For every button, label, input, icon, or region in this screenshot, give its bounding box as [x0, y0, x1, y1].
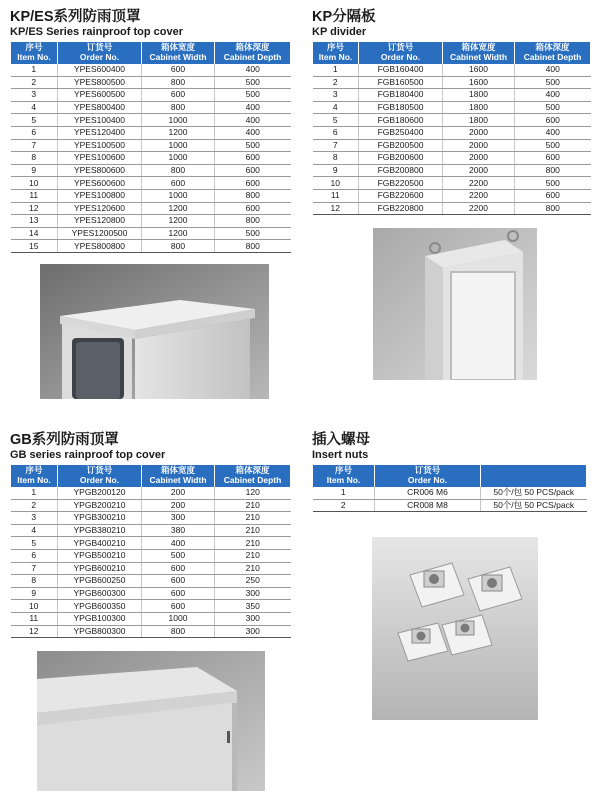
cabinet-width-cell: 800: [142, 164, 215, 177]
table-row: [313, 487, 587, 499]
order-no-cell: YPES1200500: [58, 227, 142, 240]
rainproof-cover-illustration: [40, 264, 269, 399]
order-no-cell: FGB250400: [359, 126, 443, 139]
divider-cabinet-illustration: [373, 228, 537, 380]
table-row: [11, 537, 291, 550]
order-no-cell: CR008 M8: [375, 499, 481, 512]
item-no-cell: 12: [11, 625, 58, 638]
kp-es-table: [10, 42, 291, 253]
cabinet-depth-cell: 210: [215, 524, 291, 537]
item-no-cell: 7: [11, 139, 58, 152]
insert-nuts-title-en: Insert nuts: [312, 449, 369, 461]
cabinet-depth-cell: 300: [215, 612, 291, 625]
insert-nuts-section: [312, 432, 587, 512]
order-no-cell: FGB200800: [359, 164, 443, 177]
header-cabinet-depth: 箱体深度 Cabinet Depth: [215, 42, 291, 64]
order-no-cell: YPES800800: [58, 240, 142, 253]
order-no-cell: FGB180400: [359, 89, 443, 102]
cabinet-width-cell: 600: [142, 64, 215, 76]
item-no-cell: 15: [11, 240, 58, 253]
insert-nuts-title-cn: 插入螺母: [312, 432, 370, 448]
header-order-no: 订货号 Order No.: [375, 465, 481, 487]
table-row: [11, 164, 291, 177]
cabinet-depth-cell: 400: [215, 101, 291, 114]
header-item-no: 序号 Item No.: [313, 465, 375, 487]
table-row: [313, 126, 591, 139]
order-no-cell: YPGB600210: [58, 562, 142, 575]
item-no-cell: 10: [313, 177, 359, 190]
insert-nuts-illustration: [372, 537, 538, 720]
header-cabinet-depth: 箱体深度 Cabinet Depth: [515, 42, 591, 64]
item-no-cell: 8: [313, 152, 359, 165]
cabinet-depth-cell: 600: [215, 164, 291, 177]
cabinet-width-cell: 380: [142, 524, 215, 537]
cabinet-depth-cell: 300: [215, 587, 291, 600]
table-row: [11, 126, 291, 139]
cabinet-depth-cell: 120: [215, 487, 291, 499]
header-cabinet-depth: 箱体深度 Cabinet Depth: [215, 465, 291, 487]
order-no-cell: FGB220500: [359, 177, 443, 190]
cabinet-depth-cell: 210: [215, 499, 291, 512]
order-no-cell: FGB200600: [359, 152, 443, 165]
order-no-cell: YPGB500210: [58, 549, 142, 562]
gb-title-cn: GB系列防雨顶罩: [10, 432, 119, 448]
gb-table: [10, 465, 291, 638]
table-row: [11, 512, 291, 525]
cabinet-depth-cell: 210: [215, 537, 291, 550]
order-no-cell: YPES800400: [58, 101, 142, 114]
cabinet-width-cell: 1600: [443, 64, 515, 76]
item-no-cell: 10: [11, 600, 58, 613]
item-no-cell: 2: [313, 499, 375, 512]
item-no-cell: 2: [313, 76, 359, 89]
item-no-cell: 4: [313, 101, 359, 114]
kp-es-table-header: [11, 42, 291, 64]
cabinet-width-cell: 1000: [142, 114, 215, 127]
order-no-cell: YPES120400: [58, 126, 142, 139]
cabinet-depth-cell: 400: [215, 126, 291, 139]
table-row: [313, 114, 591, 127]
order-no-cell: YPES120800: [58, 215, 142, 228]
order-no-cell: YPES120600: [58, 202, 142, 215]
kp-divider-title-en: KP divider: [312, 26, 367, 38]
cabinet-depth-cell: 600: [215, 177, 291, 190]
cabinet-width-cell: 800: [142, 240, 215, 253]
cabinet-depth-cell: 210: [215, 562, 291, 575]
order-no-cell: YPES100500: [58, 139, 142, 152]
header-item-no: 序号 Item No.: [313, 42, 359, 64]
cabinet-width-cell: 600: [142, 575, 215, 588]
item-no-cell: 6: [11, 549, 58, 562]
order-no-cell: CR006 M6: [375, 487, 481, 499]
cabinet-width-cell: 2000: [443, 126, 515, 139]
order-no-cell: YPES100800: [58, 189, 142, 202]
cabinet-depth-cell: 500: [215, 227, 291, 240]
header-cabinet-width: 箱体宽度 Cabinet Width: [142, 42, 215, 64]
cabinet-depth-cell: 500: [515, 139, 591, 152]
packaging-cell: 50个/包 50 PCS/pack: [481, 499, 587, 512]
table-row: [313, 89, 591, 102]
table-row: [11, 549, 291, 562]
cabinet-width-cell: 300: [142, 512, 215, 525]
kp-divider-section: [312, 9, 591, 215]
cabinet-width-cell: 1800: [443, 114, 515, 127]
table-row: [11, 101, 291, 114]
order-no-cell: YPES800600: [58, 164, 142, 177]
table-row: [11, 587, 291, 600]
cabinet-depth-cell: 600: [215, 202, 291, 215]
table-row: [313, 189, 591, 202]
cabinet-depth-cell: 500: [215, 89, 291, 102]
item-no-cell: 7: [11, 562, 58, 575]
item-no-cell: 5: [11, 537, 58, 550]
cabinet-width-cell: 2200: [443, 189, 515, 202]
kp-es-title-cn: KP/ES系列防雨顶罩: [10, 9, 141, 25]
cabinet-width-cell: 2000: [443, 139, 515, 152]
order-no-cell: YPES100400: [58, 114, 142, 127]
item-no-cell: 3: [11, 89, 58, 102]
item-no-cell: 9: [11, 164, 58, 177]
cabinet-width-cell: 2000: [443, 152, 515, 165]
table-row: [11, 487, 291, 499]
cabinet-width-cell: 1200: [142, 227, 215, 240]
order-no-cell: FGB160500: [359, 76, 443, 89]
cabinet-depth-cell: 600: [215, 152, 291, 165]
order-no-cell: YPGB400210: [58, 537, 142, 550]
cabinet-width-cell: 2200: [443, 202, 515, 215]
table-row: [11, 64, 291, 76]
cabinet-width-cell: 1000: [142, 612, 215, 625]
item-no-cell: 1: [313, 64, 359, 76]
cabinet-depth-cell: 400: [515, 64, 591, 76]
cabinet-width-cell: 1000: [142, 189, 215, 202]
cabinet-width-cell: 600: [142, 600, 215, 613]
cabinet-depth-cell: 600: [515, 152, 591, 165]
cabinet-depth-cell: 800: [515, 202, 591, 215]
table-row: [11, 240, 291, 253]
order-no-cell: YPGB600300: [58, 587, 142, 600]
table-row: [313, 499, 587, 512]
item-no-cell: 11: [11, 612, 58, 625]
header-order-no: 订货号 Order No.: [359, 42, 443, 64]
cabinet-depth-cell: 400: [215, 64, 291, 76]
table-row: [313, 177, 591, 190]
order-no-cell: FGB180500: [359, 101, 443, 114]
order-no-cell: FGB200500: [359, 139, 443, 152]
table-row: [11, 114, 291, 127]
order-no-cell: YPGB800300: [58, 625, 142, 638]
gb-cabinet-photo: [37, 651, 265, 791]
header-item-no: 序号 Item No.: [11, 465, 58, 487]
cabinet-width-cell: 1200: [142, 202, 215, 215]
table-row: [11, 575, 291, 588]
cabinet-width-cell: 1800: [443, 101, 515, 114]
order-no-cell: FGB160400: [359, 64, 443, 76]
item-no-cell: 3: [313, 89, 359, 102]
cabinet-width-cell: 1000: [142, 139, 215, 152]
cabinet-depth-cell: 400: [515, 126, 591, 139]
packaging-cell: 50个/包 50 PCS/pack: [481, 487, 587, 499]
gb-table-body: [11, 487, 291, 638]
order-no-cell: YPGB600350: [58, 600, 142, 613]
order-no-cell: YPGB200120: [58, 487, 142, 499]
cabinet-width-cell: 800: [142, 76, 215, 89]
cabinet-width-cell: 1200: [142, 126, 215, 139]
cabinet-width-cell: 400: [142, 537, 215, 550]
order-no-cell: YPGB100300: [58, 612, 142, 625]
table-row: [11, 177, 291, 190]
order-no-cell: YPES800500: [58, 76, 142, 89]
table-row: [313, 202, 591, 215]
item-no-cell: 1: [11, 64, 58, 76]
cabinet-depth-cell: 350: [215, 600, 291, 613]
gb-table-header: [11, 465, 291, 487]
cabinet-width-cell: 800: [142, 625, 215, 638]
table-row: [11, 562, 291, 575]
gb-title-en: GB series rainproof top cover: [10, 449, 166, 461]
cabinet-width-cell: 600: [142, 177, 215, 190]
cabinet-width-cell: 600: [142, 89, 215, 102]
cabinet-depth-cell: 250: [215, 575, 291, 588]
order-no-cell: YPES600500: [58, 89, 142, 102]
cabinet-width-cell: 1600: [443, 76, 515, 89]
order-no-cell: FGB220600: [359, 189, 443, 202]
table-row: [11, 600, 291, 613]
header-packaging: [481, 465, 587, 487]
cabinet-depth-cell: 500: [515, 76, 591, 89]
item-no-cell: 6: [11, 126, 58, 139]
kp-divider-table-body: [313, 64, 591, 215]
insert-nuts-table-header: [313, 465, 587, 487]
order-no-cell: FGB180600: [359, 114, 443, 127]
item-no-cell: 12: [11, 202, 58, 215]
item-no-cell: 8: [11, 575, 58, 588]
cabinet-depth-cell: 600: [515, 189, 591, 202]
kp-es-table-body: [11, 64, 291, 252]
item-no-cell: 3: [11, 512, 58, 525]
table-row: [313, 101, 591, 114]
item-no-cell: 2: [11, 76, 58, 89]
table-row: [11, 524, 291, 537]
table-row: [11, 625, 291, 638]
cabinet-width-cell: 2000: [443, 164, 515, 177]
table-row: [313, 139, 591, 152]
item-no-cell: 13: [11, 215, 58, 228]
order-no-cell: FGB220800: [359, 202, 443, 215]
item-no-cell: 10: [11, 177, 58, 190]
table-row: [11, 215, 291, 228]
table-row: [11, 612, 291, 625]
cabinet-depth-cell: 400: [215, 114, 291, 127]
item-no-cell: 14: [11, 227, 58, 240]
table-row: [11, 202, 291, 215]
kp-es-section: [10, 9, 291, 253]
item-no-cell: 11: [11, 189, 58, 202]
cabinet-width-cell: 1200: [142, 215, 215, 228]
gb-cover-illustration: [37, 651, 265, 791]
item-no-cell: 5: [313, 114, 359, 127]
header-order-no: 订货号 Order No.: [58, 465, 142, 487]
cabinet-depth-cell: 600: [515, 114, 591, 127]
order-no-cell: YPES100600: [58, 152, 142, 165]
header-order-no: 订货号 Order No.: [58, 42, 142, 64]
item-no-cell: 9: [313, 164, 359, 177]
table-row: [11, 499, 291, 512]
item-no-cell: 2: [11, 499, 58, 512]
item-no-cell: 4: [11, 101, 58, 114]
order-no-cell: YPES600600: [58, 177, 142, 190]
table-row: [11, 189, 291, 202]
item-no-cell: 1: [11, 487, 58, 499]
cabinet-width-cell: 1800: [443, 89, 515, 102]
table-row: [11, 227, 291, 240]
table-row: [11, 152, 291, 165]
order-no-cell: YPGB380210: [58, 524, 142, 537]
kp-es-title-en: KP/ES Series rainproof top cover: [10, 26, 183, 38]
cabinet-depth-cell: 210: [215, 549, 291, 562]
insert-nuts-photo: [372, 537, 538, 720]
order-no-cell: YPGB300210: [58, 512, 142, 525]
cabinet-depth-cell: 500: [215, 139, 291, 152]
insert-nuts-table: [312, 465, 587, 512]
table-row: [313, 164, 591, 177]
cabinet-width-cell: 200: [142, 499, 215, 512]
kp-divider-table-header: [313, 42, 591, 64]
insert-nuts-table-body: [313, 487, 587, 512]
item-no-cell: 5: [11, 114, 58, 127]
header-item-no: 序号 Item No.: [11, 42, 58, 64]
cabinet-depth-cell: 500: [515, 177, 591, 190]
item-no-cell: 11: [313, 189, 359, 202]
table-row: [11, 76, 291, 89]
item-no-cell: 12: [313, 202, 359, 215]
cabinet-depth-cell: 800: [515, 164, 591, 177]
cabinet-width-cell: 600: [142, 562, 215, 575]
table-row: [11, 139, 291, 152]
cabinet-width-cell: 800: [142, 101, 215, 114]
order-no-cell: YPGB200210: [58, 499, 142, 512]
item-no-cell: 9: [11, 587, 58, 600]
kp-divider-title-cn: KP分隔板: [312, 9, 376, 25]
item-no-cell: 4: [11, 524, 58, 537]
item-no-cell: 8: [11, 152, 58, 165]
table-row: [313, 64, 591, 76]
order-no-cell: YPES600400: [58, 64, 142, 76]
cabinet-width-cell: 1000: [142, 152, 215, 165]
item-no-cell: 7: [313, 139, 359, 152]
kp-divider-table: [312, 42, 591, 215]
cabinet-depth-cell: 800: [215, 215, 291, 228]
cabinet-width-cell: 200: [142, 487, 215, 499]
item-no-cell: 6: [313, 126, 359, 139]
cabinet-width-cell: 500: [142, 549, 215, 562]
cabinet-depth-cell: 300: [215, 625, 291, 638]
table-row: [11, 89, 291, 102]
kp-divider-cabinet-photo: [373, 228, 537, 380]
order-no-cell: YPGB600250: [58, 575, 142, 588]
cabinet-depth-cell: 800: [215, 240, 291, 253]
table-row: [313, 76, 591, 89]
item-no-cell: 1: [313, 487, 375, 499]
kp-es-cabinet-photo: [40, 264, 269, 399]
cabinet-depth-cell: 400: [515, 89, 591, 102]
cabinet-depth-cell: 500: [215, 76, 291, 89]
table-row: [313, 152, 591, 165]
cabinet-depth-cell: 210: [215, 512, 291, 525]
cabinet-depth-cell: 800: [215, 189, 291, 202]
cabinet-width-cell: 2200: [443, 177, 515, 190]
header-cabinet-width: 箱体宽度 Cabinet Width: [443, 42, 515, 64]
cabinet-depth-cell: 500: [515, 101, 591, 114]
cabinet-width-cell: 600: [142, 587, 215, 600]
gb-section: [10, 432, 291, 638]
header-cabinet-width: 箱体宽度 Cabinet Width: [142, 465, 215, 487]
